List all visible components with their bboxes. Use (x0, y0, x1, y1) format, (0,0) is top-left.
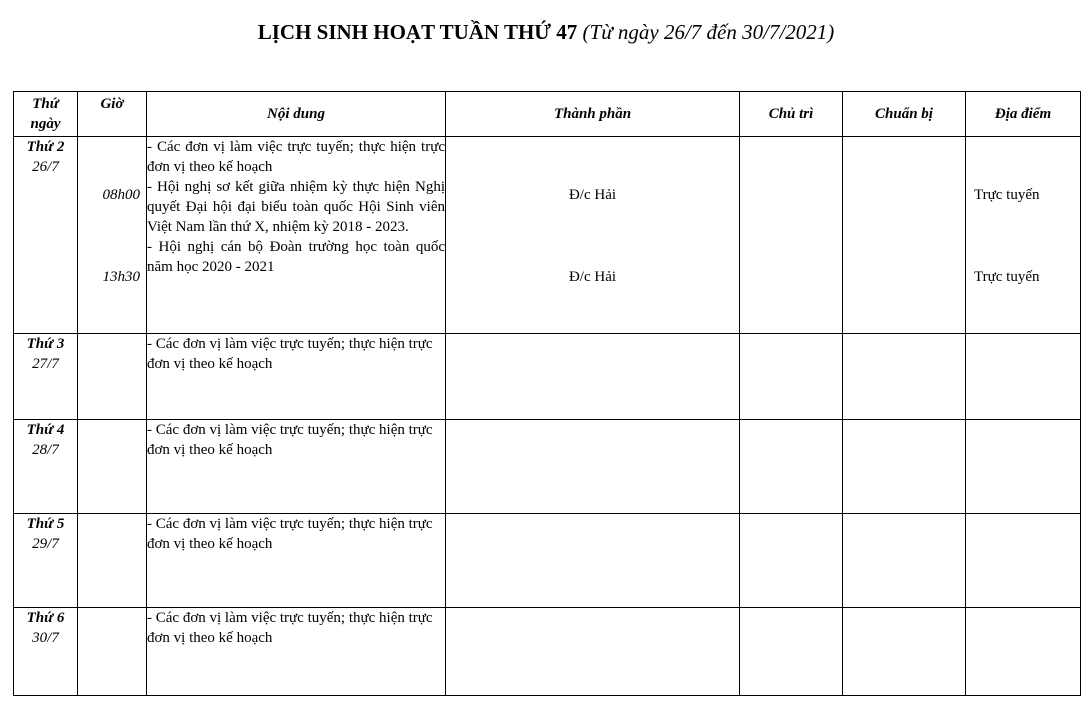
day-cell: Thứ 3 27/7 (14, 334, 78, 420)
chair-cell (740, 608, 843, 696)
header-content: Nội dung (147, 92, 446, 137)
title-main: LỊCH SINH HOẠT TUẦN THỨ 47 (257, 20, 578, 44)
content-item: - Các đơn vị làm việc trực tuyến; thực hiện trực đơn vị theo kế hoạch (147, 139, 445, 175)
day-cell: Thứ 2 26/7 (14, 137, 78, 334)
chair-cell (740, 137, 843, 334)
content-cell (147, 514, 446, 608)
prepare-cell (843, 420, 966, 514)
prepare-cell (843, 137, 966, 334)
schedule-table (13, 91, 1081, 696)
header-chair: Chủ trì (740, 92, 843, 137)
participants-cell (446, 334, 740, 420)
table-row (14, 420, 1081, 514)
content-cell (147, 137, 446, 334)
time-cell (78, 137, 147, 334)
location-cell (966, 514, 1081, 608)
table-row (14, 514, 1081, 608)
time-entry: 08h00 (102, 187, 140, 203)
chair-cell (740, 334, 843, 420)
page-title (0, 18, 1092, 46)
header-day: Thứ ngày (14, 92, 78, 137)
chair-cell (740, 514, 843, 608)
time-cell (78, 334, 147, 420)
location-cell (966, 334, 1081, 420)
content-item: - Các đơn vị làm việc trực tuyến; thực hiện trực đơn vị theo kế hoạch (147, 422, 433, 458)
participant-entry: Đ/c Hải (568, 187, 617, 203)
location-entry: Trực tuyến (974, 187, 1040, 203)
time-cell (78, 514, 147, 608)
header-time: Giờ (78, 92, 147, 137)
header-participants: Thành phần (446, 92, 740, 137)
table-row (14, 608, 1081, 696)
day-cell: Thứ 6 30/7 (14, 608, 78, 696)
prepare-cell (843, 514, 966, 608)
location-entry: Trực tuyến (974, 269, 1040, 285)
content-item: - Các đơn vị làm việc trực tuyến; thực hiện trực đơn vị theo kế hoạch (147, 516, 433, 552)
content-item: - Các đơn vị làm việc trực tuyến; thực hiện trực đơn vị theo kế hoạch (147, 610, 433, 646)
header-row (14, 92, 1081, 137)
location-cell (966, 608, 1081, 696)
location-cell (966, 137, 1081, 334)
chair-cell (740, 420, 843, 514)
header-location: Địa điểm (966, 92, 1081, 137)
participants-cell (446, 608, 740, 696)
table-row (14, 334, 1081, 420)
title-date-range: (Từ ngày 26/7 đến 30/7/2021) (582, 20, 835, 44)
prepare-cell (843, 334, 966, 420)
content-cell (147, 608, 446, 696)
day-cell: Thứ 4 28/7 (14, 420, 78, 514)
day-cell: Thứ 5 29/7 (14, 514, 78, 608)
content-cell (147, 420, 446, 514)
time-cell (78, 420, 147, 514)
participants-cell (446, 514, 740, 608)
content-item: - Hội nghị sơ kết giữa nhiệm kỳ thực hiện Nghị quyết Đại hội đại biểu toàn quốc Hội Sinh viên Việt Nam lần thứ X, nhiệm kỳ 2018 - 2023. (147, 179, 445, 235)
participants-cell (446, 420, 740, 514)
content-item: - Hội nghị cán bộ Đoàn trường học toàn quốc năm học 2020 - 2021 (147, 239, 445, 275)
participants-cell (446, 137, 740, 334)
content-item: - Các đơn vị làm việc trực tuyến; thực hiện trực đơn vị theo kế hoạch (147, 336, 433, 372)
content-cell (147, 334, 446, 420)
time-entry: 13h30 (102, 269, 140, 285)
participant-entry: Đ/c Hải (568, 269, 617, 285)
prepare-cell (843, 608, 966, 696)
header-prepare: Chuẩn bị (843, 92, 966, 137)
time-cell (78, 608, 147, 696)
location-cell (966, 420, 1081, 514)
table-row (14, 137, 1081, 334)
